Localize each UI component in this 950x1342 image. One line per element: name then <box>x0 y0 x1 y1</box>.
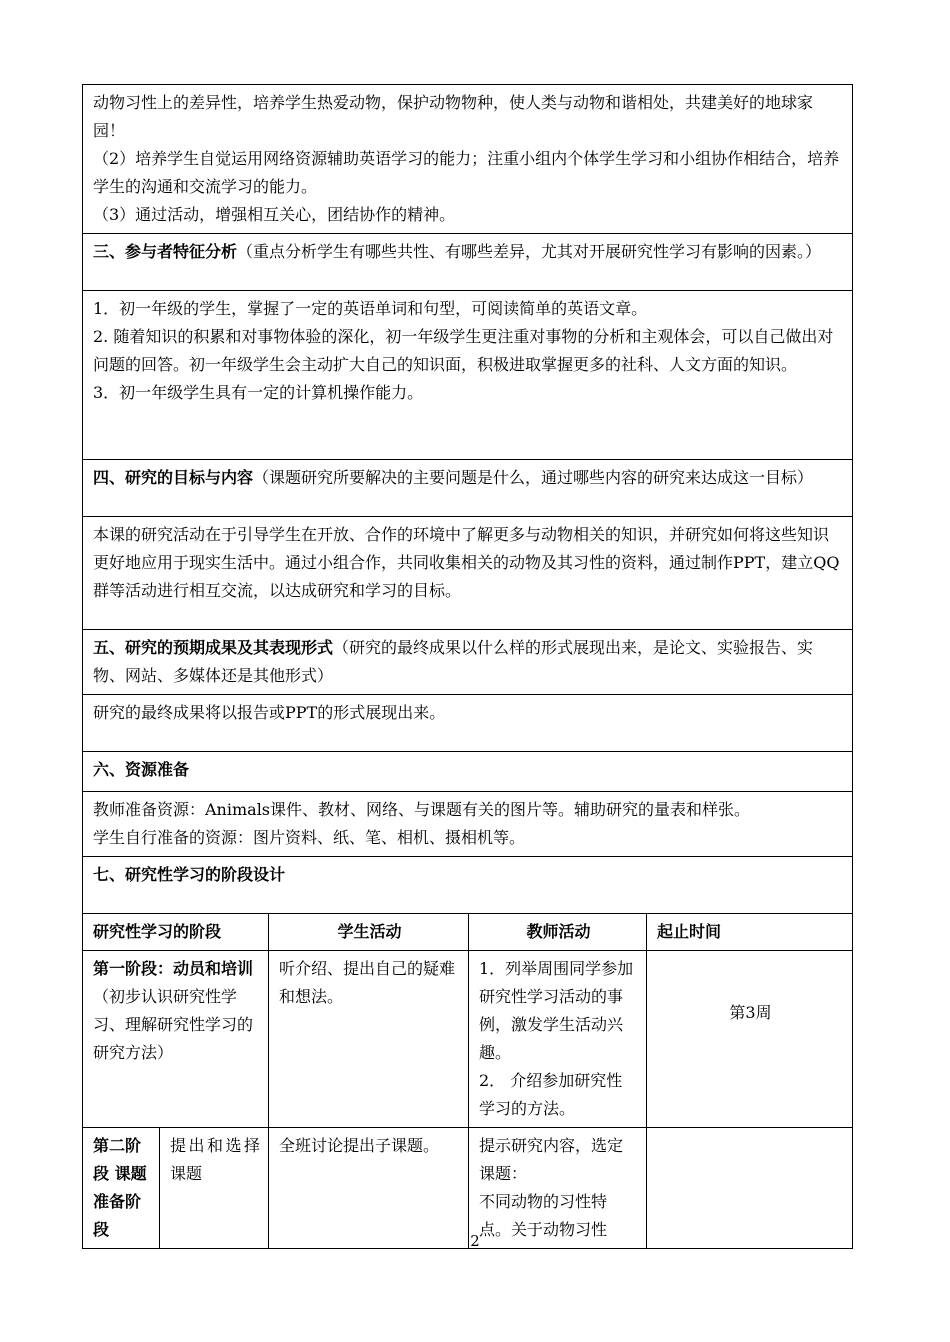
stage2-sub: 提出和选择课题 <box>160 1128 269 1249</box>
section6-body-row <box>83 792 853 857</box>
stage1-title: 第一阶段：动员和培训 <box>93 959 254 978</box>
section3-item-1: 1．初一年级的学生，掌握了一定的英语单词和句型，可阅读简单的英语文章。 <box>93 299 648 318</box>
header-student: 学生活动 <box>269 914 469 951</box>
section3-item-3: 3．初一年级学生具有一定的计算机操作能力。 <box>93 383 424 402</box>
section3-body-row <box>83 291 853 460</box>
stage1-teacher-1: 1．列举周围同学参加研究性学习活动的事例，激发学生活动兴趣。 <box>479 959 634 1062</box>
section5-text: 研究的最终成果将以报告或PPT的形式展现出来。 <box>93 703 446 722</box>
stage2-row <box>83 1128 853 1249</box>
stage1-student: 听介绍、提出自己的疑难和想法。 <box>269 951 469 1128</box>
section6-title: 六、资源准备 <box>93 760 190 779</box>
section4-header <box>83 460 853 517</box>
header-time: 起止时间 <box>647 914 853 951</box>
stage2-title: 第二阶段 课题准备阶段 <box>83 1128 160 1249</box>
document-page <box>82 84 852 1249</box>
stage1-teacher-2: 2． 介绍参加研究性学习的方法。 <box>479 1071 623 1118</box>
section7-title: 七、研究性学习的阶段设计 <box>93 865 286 884</box>
objectives-row <box>83 85 853 234</box>
section3-note: （重点分析学生有哪些共性、有哪些差异，尤其对开展研究性学习有影响的因素。） <box>237 242 822 261</box>
section6-body <box>83 792 853 857</box>
section6-header <box>83 752 853 792</box>
section7-header-row <box>83 857 853 914</box>
section6-header-row <box>83 752 853 792</box>
section3-header-row <box>83 234 853 291</box>
stage2-student: 全班讨论提出子课题。 <box>269 1128 469 1249</box>
stage1-row <box>83 951 853 1128</box>
section5-body <box>83 695 853 752</box>
plan-table <box>82 84 853 1249</box>
section5-header-row <box>83 630 853 695</box>
stage-table-header-row <box>83 914 853 951</box>
section4-note: （课题研究所要解决的主要问题是什么，通过哪些内容的研究来达成这一目标） <box>253 468 814 487</box>
section3-header <box>83 234 853 291</box>
stage1-note: （初步认识研究性学习、理解研究性学习的研究方法） <box>93 987 254 1062</box>
section5-note: （研究的最终成果以什么样的形式展现出来，是论文、实验报告、实物、网站、多媒体还是其他形式） <box>93 638 814 685</box>
section6-line-1: 教师准备资源：Animals课件、教材、网络、与课题有关的图片等。辅助研究的量表和样张。 <box>93 800 751 819</box>
section4-body-row <box>83 517 853 630</box>
stage2-teacher-1: 提示研究内容，选定课题： <box>479 1136 624 1183</box>
objectives-line-3: （3）通过活动，增强相互关心，团结协作的精神。 <box>93 205 456 224</box>
stage2-teacher <box>469 1128 647 1249</box>
objectives-line-2: （2）培养学生自觉运用网络资源辅助英语学习的能力；注重小组内个体学生学习和小组协作相结合，培养学生的沟通和交流学习的能力。 <box>93 149 840 196</box>
page-number: 2 <box>470 1232 480 1250</box>
objectives-line-1: 动物习性上的差异性，培养学生热爱动物，保护动物物种，使人类与动物和谐相处，共建美好的地球家园！ <box>93 93 814 140</box>
objectives-cell <box>83 85 853 234</box>
section6-line-2: 学生自行准备的资源：图片资料、纸、笔、相机、摄相机等。 <box>93 828 526 847</box>
stage2-teacher-2: 不同动物的习性特点。关于动物习性 <box>479 1192 608 1239</box>
header-teacher: 教师活动 <box>469 914 647 951</box>
section4-title: 四、研究的目标与内容 <box>93 468 254 487</box>
section5-header <box>83 630 853 695</box>
section3-item-2: 2. 随着知识的积累和对事物体验的深化，初一年级学生更注重对事物的分析和主观体会，可以自己做出对问题的回答。初一年级学生会主动扩大自己的知识面，积极进取掌握更多的社科、人文方面的知识。 <box>93 327 834 374</box>
section4-body <box>83 517 853 630</box>
section4-text: 本课的研究活动在于引导学生在开放、合作的环境中了解更多与动物相关的知识，并研究如何将这些知识更好地应用于现实生活中。通过小组合作，共同收集相关的动物及其习性的资料，通过制作PPT，建立QQ群等活动进行相互交流，以达成研究和学习的目标。 <box>93 525 840 600</box>
header-stage: 研究性学习的阶段 <box>83 914 269 951</box>
stage2-time <box>647 1128 853 1249</box>
section7-header <box>83 857 853 914</box>
section3-title: 三、参与者特征分析 <box>93 242 238 261</box>
stage1-cell <box>83 951 269 1128</box>
section5-body-row <box>83 695 853 752</box>
section5-title: 五、研究的预期成果及其表现形式 <box>93 638 334 657</box>
section4-header-row <box>83 460 853 517</box>
section3-body <box>83 291 853 460</box>
stage1-time: 第3周 <box>647 951 853 1128</box>
stage1-teacher <box>469 951 647 1128</box>
